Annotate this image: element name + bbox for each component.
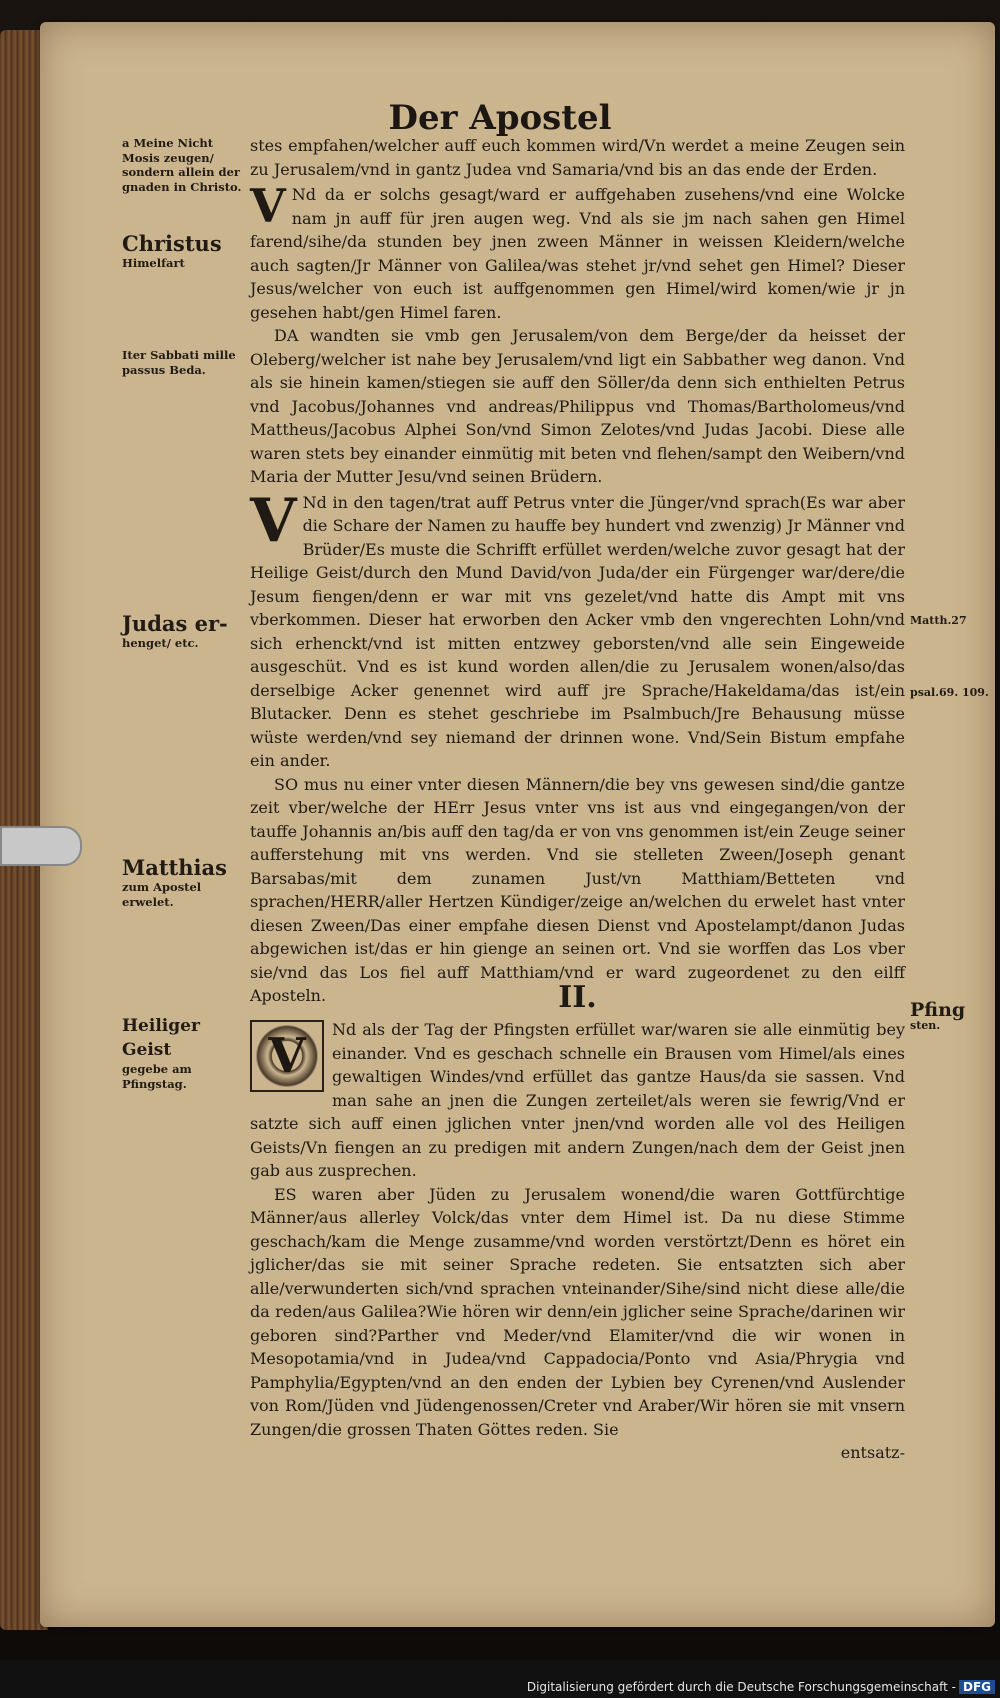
margin-note-title: Heiliger Geist [122, 1016, 200, 1060]
margin-note-pfingsten [910, 999, 990, 1032]
paragraph: stes empfahen/welcher auff euch kommen wird/Vn werdet a meine Zeugen sein zu Jerusalem/vnd in gantz Judea vnd Samaria/vnd bis an das ende der Erden. [250, 136, 905, 179]
margin-note-sub: Himelfart [122, 256, 185, 270]
margin-note-judas [122, 612, 250, 651]
margin-note-zeugen: a Meine Nicht Mosis zeugen/ sondern allein der gnaden in Christo. [122, 136, 242, 194]
margin-note-christus [122, 232, 250, 271]
margin-note-sub: sten. [910, 1019, 941, 1032]
paragraph: ES waren aber Jüden zu Jerusalem wonend/die waren Gottfürchtige Männer/aus allerley Volck/das vnter dem Himel ist. Da nu diese Stimme geschach/kam die Menge zusamme/vnd worden verstörtzt/Denn es höret ein jglicher/das sie mit seiner Sprache redeten. Sie entsatzten sich aber alle/verwunderten sich/vnd sprachen vnteinander/Sihe/sind nicht diese alle/die da reden/aus Galilea?Wie hören wir denn/ein jglicher seine Sprache/darinen wir geboren sind?Parther vnd Meder/vnd Elamiter/vnd die wir wonen in Mesopotamia/vnd in Judea/vnd Cappadocia/Ponto vnd Asia/Phrygia vnd Pamphylia/Egypten/vnd an den enden der Lybien bey Cyrenen/vnd Auslender von Rom/Jüden vnd Jüdengenossen/Creter vnd Araber/Wir hören sie mit vnsern Zungen/die grossen Thaten Göttes reden. Sie [250, 1184, 905, 1439]
margin-note-title: Matthias [122, 855, 227, 880]
margin-note-title: Christus [122, 231, 222, 256]
margin-note-title: Pfing [910, 999, 966, 1021]
margin-note-sub: zum Apostel erwelet. [122, 880, 202, 909]
initial-letter: V [250, 179, 286, 233]
margin-note-sabbati: Iter Sabbati mille passus Beda. [122, 348, 236, 377]
margin-note-matthias [122, 856, 250, 909]
text-block-1 [250, 134, 905, 1008]
paragraph [250, 1018, 905, 1183]
initial-letter: V [250, 485, 297, 556]
margin-note-sub: gegebe am Pfingstag. [122, 1062, 192, 1091]
margin-note-sub: henget/ etc. [122, 636, 199, 650]
chapter-number: II. [558, 980, 597, 1015]
paragraph [250, 179, 905, 324]
running-head: Der Apostel [388, 98, 612, 138]
paragraph: DA wandten sie vmb gen Jerusalem/von dem Berge/der da heisset der Oleberg/welcher ist nahe bey Jerusalem/vnd ligt ein Sabbather weg danon. Vnd als sie hinein kamen/stiegen sie auff den Söller/da denn sich enthielten Petrus vnd Jacobus/Johannes vnd andreas/Philippus vnd Thomas/Bartholomeus/vnd Mattheus/Jacobus Alphei Son/vnd Simon Zelotes/vnd Judas Jacobi. Diese alle waren stets bey einander einmütig mit beten vnd flehen/sampt den Weibern/vnd Maria der Mutter Jesu/vnd seinen Brüdern. [250, 326, 905, 486]
bookmark-clip [0, 826, 82, 866]
paragraph-text: Nd in den tagen/trat auff Petrus vnter die Jünger/vnd sprach(Es war aber die Schare der Namen zu hauffe bey hundert vnd zwenzig) Jr Männer vnd Brüder/Es muste die Schrifft erfüllet werden/welche zuvor gesagt hat der Heilige Geist/durch den Mund David/von Juda/der ein Fürgenger war/dere/die Jesum fiengen/denn er war mit vns gezelet/vnd hatte dis Ampt mit vns vberkommen. Dieser hat erworben den Acker vmb den vngerechten Lohn/vnd sich erhenckt/vnd ist mitten entzwey geborsten/vnd alle sein Eingeweide ausgeschüt. Vnd es ist kund worden allen/die zu Jerusalem wonen/also/das derselbige Acker genennet wird auff jre Sprache/Hakeldama/das ist/ein Blutacker. Denn es stehet geschriebe im Psalmbuch/Jre Behausung müsse wüste werden/vnd sey niemand der drinnen wone. Vnd/Sein Bistum empfahe ein ander. [250, 492, 905, 770]
catchword: entsatz- [840, 1443, 905, 1462]
margin-ref-matth: Matth.27 [910, 614, 967, 627]
paragraph-text: Nd als der Tag der Pfingsten erfüllet war/waren sie alle einmütig bey einander. Vnd es geschach schnelle ein Brausen vom Himel/als eines gewaltigen Windes/vnd erfüllet das gantze Haus/da sie sassen. Vnd man sahe an jnen die Zungen zerteilet/als weren sie fewrig/Vnd er satzte sich auff einen jglichen vnter jnen/vnd worden alle vol des Heiligen Geists/Vn fiengen an zu predigen mit andern Zungen/nach dem der Geist jnen gab aus zusprechen. [250, 1020, 905, 1180]
dfg-logo: DFG [959, 1680, 995, 1694]
margin-ref-psal: psal.69. 109. [910, 686, 989, 699]
margin-note-title: Judas er- [122, 611, 228, 636]
paragraph-text: Nd da er solchs gesagt/ward er auffgehaben zusehens/vnd eine Wolcke nam jn auff für jren augen weg. Vnd als sie jm nach sahen gen Himel farend/sihe/da stunden bey jnen zween Männer in weissen Kleidern/welche auch sagten/Jr Männer von Galilea/was stehet jr/vnd sehet gen Himel? Dieser Jesus/welcher von euch ist auffgenommen gen Himel/wird komen/wie jr jn gesehen habt/gen Himel faren. [250, 185, 905, 322]
ornamental-initial: V [250, 1020, 324, 1092]
paragraph: SO mus nu einer vnter diesen Männern/die bey vns gewesen sind/die gantze zeit vber/welche der HErr Jesus vnter vns ist aus vnd eingegangen/von der tauffe Johannis an/bis auff den tag/da er von vns genommen ist/ein Zeuge seiner aufferstehung mit vns werden. Vnd sie stelleten Zween/Joseph genant Barsabas/mit dem zunamen Just/vn Matthiam/Betteten vnd sprachen/HERR/aller Hertzen Kündiger/zeige an/welchen du erwelet hast vnter diesen Zween/Das einer empfahe diesen Dienst vnd Apostelampt/danon Judas abgewichen ist/das er hin gienge an seinen ort. Vnd sie worffen das Los vber sie/vnd das Los fiel auff Matthiam/vnd er ward zugeordenet zu den eilff Aposteln. [250, 774, 905, 1005]
margin-note-geist [122, 1014, 250, 1091]
footer-text: Digitalisierung gefördert durch die Deutsche Forschungsgemeinschaft - [526, 1680, 956, 1694]
digitization-footer [0, 1680, 995, 1694]
paragraph [250, 485, 905, 773]
text-block-2 [250, 1018, 905, 1465]
